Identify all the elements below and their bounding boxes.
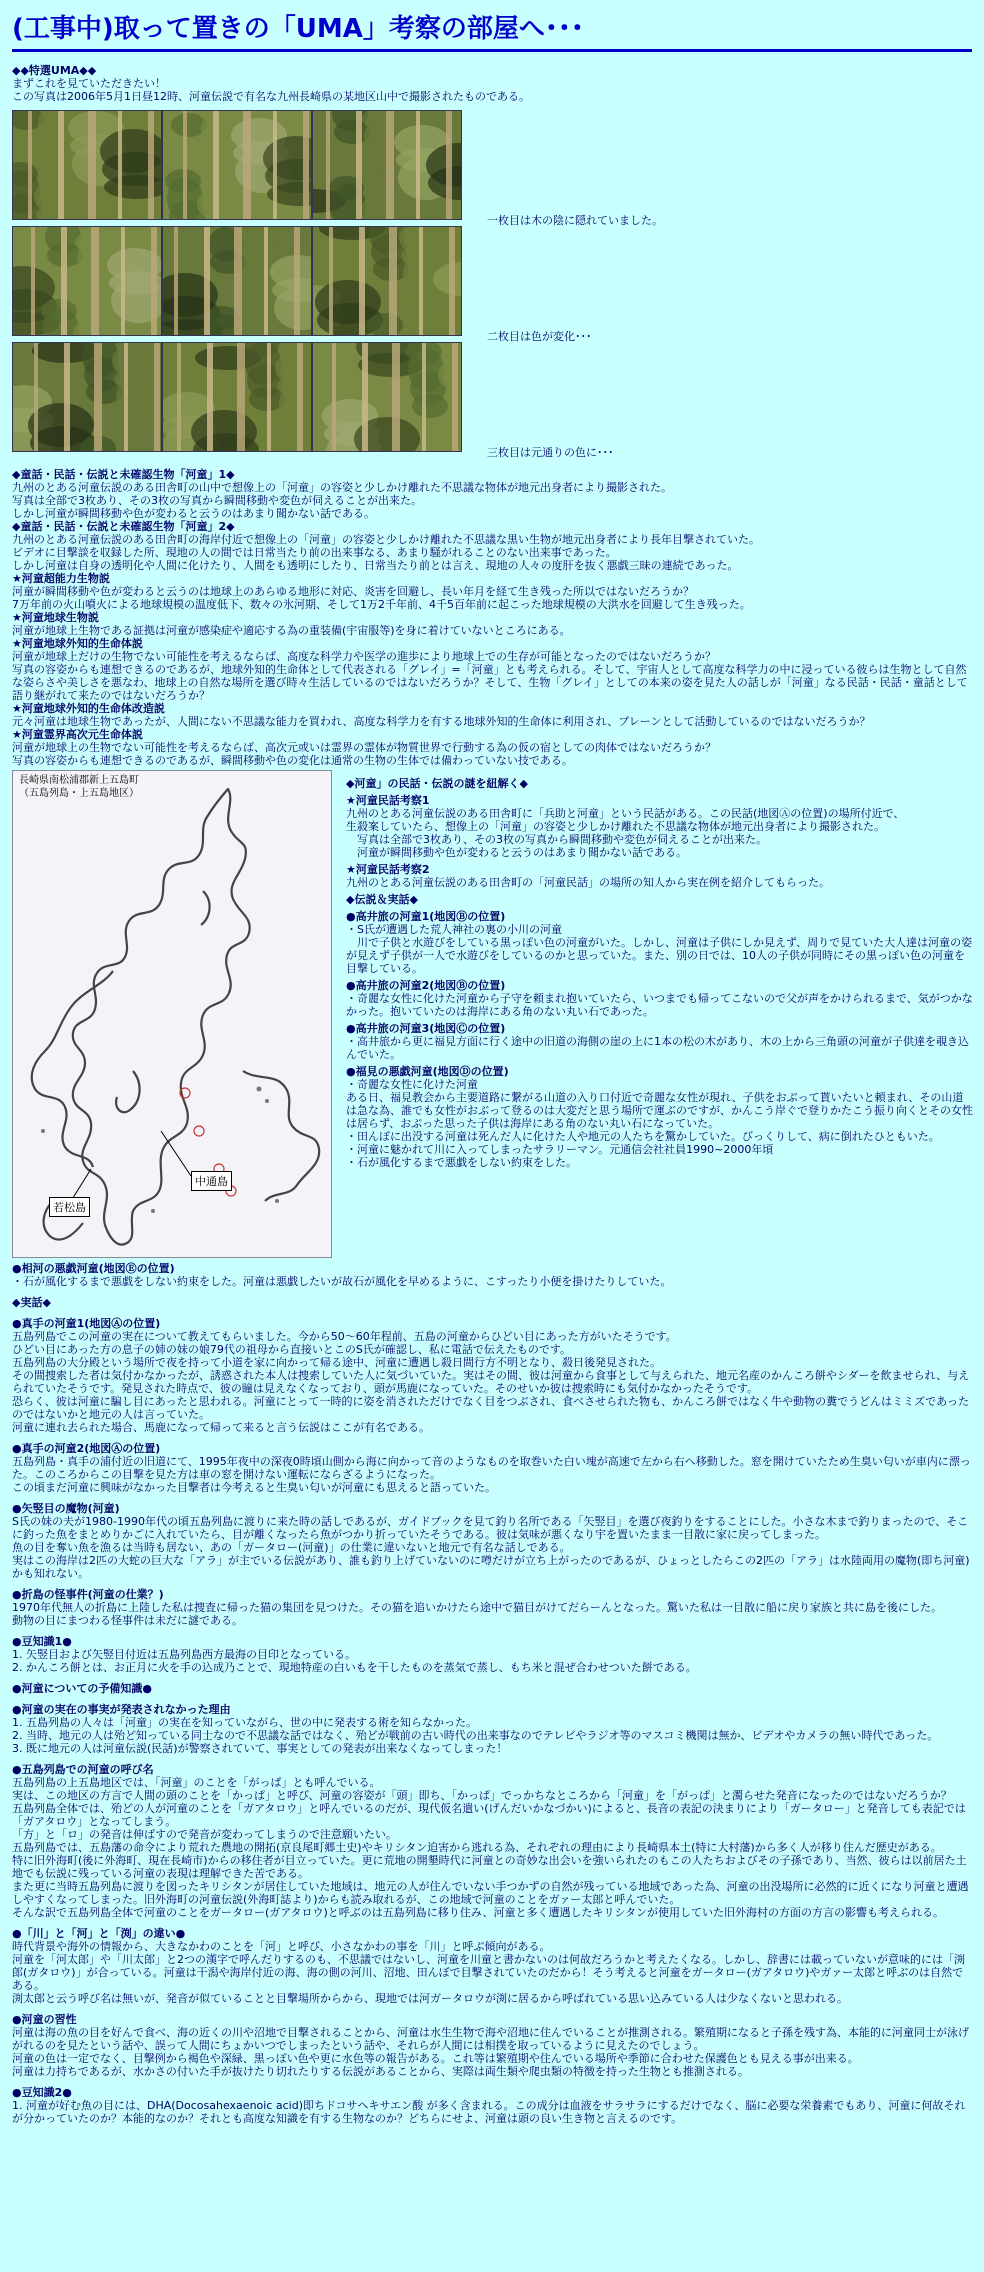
- section-text: 生殺案していたら、想像上の「河童」の容姿と少しかけ離れた不思議な物体が地元出身者により撮影された。: [346, 820, 885, 833]
- section-text: 五島列島でこの河童の実在について教えてもらいました。今から50～60年程前、五島の河童からひどい目にあった方がいたそうです。: [12, 1330, 677, 1343]
- section-text: 恐らく、彼は河童に騙し目にあったと思われる。河童にとって一時的に姿を消されただけでなく目をつぶされ、食べさせられた物も、かんころ餅ではなく牛や動物の糞でうどんはミミズであったのではないかと地元の人は言っていた。: [12, 1395, 969, 1421]
- section-text: 河童に連れ去られた場合、馬鹿になって帰って来ると言う伝説はここが有名である。: [12, 1421, 430, 1434]
- section-text: 五島列島の上五島地区では、「河童」のことを「がっぱ」とも呼んでいる。: [12, 1776, 381, 1789]
- section-text: しかし河童が瞬間移動や色が変わると云うのはあまり聞かない話である。: [12, 507, 375, 520]
- photo-caption-1: 一枚目は木の陰に隠れていました。: [487, 214, 663, 227]
- section-text: 実は、この地区の方言で人間の頭のことを「かっぱ」と呼び、河童の容姿が「頭」即ち、「かっぱ」でっかちなところから「河童」を「がっぱ」と濁らせた発音になったのではないだろうか？: [12, 1789, 952, 1802]
- section-heading: ●真手の河童2(地図Ⓐの位置): [12, 1442, 161, 1455]
- section-text: 河童が瞬間移動や色が変わると云うのは地球上のあらゆる地形に対応、炎害を回避し、長い年月を経て生き残った所以ではないだろうか？: [12, 585, 694, 598]
- photo-6: [312, 226, 462, 336]
- body-section: [12, 1262, 972, 2262]
- section-text: ・田んぼに出没する河童は死んだ人に化けた人や地元の人たちを驚かしていた。びっくりして、病に倒れたひともいた。: [346, 1130, 940, 1143]
- section-text: 写真は全部で3枚あり、その3枚の写真から瞬間移動や変色が伺えることが出来た。: [346, 833, 767, 846]
- photo-caption-3: 三枚目は元通りの色に･･･: [487, 446, 614, 459]
- section-heading: ◆童話・民話・伝説と未確認生物「河童」2◆: [12, 520, 235, 533]
- section-heading: ●五島列島での河童の呼び名: [12, 1763, 154, 1776]
- section-text: 五島列島では、五島藩の命令により荒れた農地の開拓(京良尾町郷土史)やキリシタン迫害から逃れる為、それぞれの理由により長崎県本土(特に大村藩)から多く人が移り住んだ歴史がある。: [12, 1841, 942, 1854]
- section-text: 河童が瞬間移動や色が変わると云うのはあまり聞かない話である。: [346, 846, 687, 859]
- map-figure: [12, 770, 332, 1258]
- section-heading: ★河童霊界高次元生命体説: [12, 728, 143, 741]
- section-heading: ●高井旅の河童3(地図Ⓒの位置): [346, 1022, 506, 1035]
- section-heading: ●矢竪目の魔物(河童): [12, 1502, 120, 1515]
- section-text: 河童が地球上の生物でない可能性を考えるならば、高次元或いは霊界の霊体が物質世界で行動する為の仮の宿としての肉体ではないだろうか？: [12, 741, 716, 754]
- section-text: 1970年代無人の折島に上陸した私は捜査に帰った猫の集団を見つけた。その猫を追いかけたら途中で猫目がけてだらーんとなった。驚いた私は一目散に船に戻り家族と共に島を後にした。: [12, 1601, 942, 1614]
- section-text: 九州のとある河童伝説のある田舎町の山中で想像上の「河童」の容姿と少しかけ離れた不思議な物体が地元出身者により撮影された。: [12, 481, 672, 494]
- section-text: 九州のとある河童伝説のある田舎町の海岸付近で想像上の「河童」の容姿と少しかけ離れた不思議な黒い生物が地元出身者により長年目撃されていた。: [12, 533, 760, 546]
- section-text: 写真の容姿からも連想できるのであるが、地球外知的生命体として代表される「グレイ」=「河童」とも考えられる。そして、宇宙人として高度な科学力の中に浸っている彼らは生物として自然な姿らさや美しさを悪なわ、地球上の自然な場所を選び時々生活しているのではないだろうか？そして、生物「グレイ」としての本来の姿を見た人の話しが「河童」なる民話・民話・童話として語り継がれて来たのではないだろうか？: [12, 663, 968, 702]
- map-label-nakadori: 中通島: [191, 1171, 232, 1191]
- section-text: 2. かんころ餅とは、お正月に火を手の込成乃ことで、現地特産の白いもを干したものを蒸気で蒸し、もち米と混ぜ合わせついた餅である。: [12, 1661, 697, 1674]
- section-heading: ●真手の河童1(地図Ⓐの位置): [12, 1317, 161, 1330]
- section-text: また更に当時五島列島に渡りを図ったキリシタンが居住していた地域は、地元の人が住んでいない手つかずの自然が残っている地域であった為、河童の出没場所に必然的に近くになり河童と遭遇しやすくなってしまった。旧外海町の河童伝説(外海町誌より)からも読み取れるが、この地域で河童のことをガァー太郎と呼んでいた。: [12, 1880, 969, 1906]
- section-heading: ●河童の習性: [12, 2013, 77, 2026]
- section-text: 九州のとある河童伝説のある田舎町に「兵助と河童」という民話がある。この民話(地図Ⓐの位置)の場所付近で、: [346, 807, 905, 820]
- section-text: 実はこの海岸は2匹の大蛇の巨大な「アラ」が主でいる伝説があり、誰も釣り上げていないのに噂だけが立ち上がったのであるが、ひょっとしたらこの2匹の「アラ」は水陸両用の魔物(即ち河童)かも知れない。: [12, 1554, 970, 1580]
- section-text: 川で子供と水遊びをしている黒っぽい色の河童がいた。しかし、河童は子供にしか見えず、周りで見ていた大人達は河童の姿が見えず子供が一人で水遊びをしているのかと思っていた。また、別の日では、10人の子供が同時にその黒っぽい色の河童を目撃している。: [346, 936, 973, 975]
- section-heading: ★河童地球外知的生命体改造説: [12, 702, 165, 715]
- section-heading: ●高井旅の河童1(地図Ⓑの位置): [346, 910, 506, 923]
- section-text: 河童は力持ちであるが、水かさの付いた手が抜けたり切れたりする伝説があることから、実際は両生類や爬虫類の特徴を持った生物とも推測される。: [12, 2065, 749, 2078]
- section-heading: ◆実話◆: [12, 1296, 51, 1309]
- section-text: この頃まだ河童に興味がなかった目撃者は今考えると生臭い匂いが河童にも思えると語っていた。: [12, 1481, 496, 1494]
- section-heading: ●河童の実在の事実が発表されなかった理由: [12, 1703, 231, 1716]
- section-text: 魚の目を奪い魚を漁るは当時も居ない、あの「ガータロー(河童)」の仕業に違いないと地元で有名な話しである。: [12, 1541, 571, 1554]
- section-text: 写真は全部で3枚あり、その3枚の写真から瞬間移動や変色が伺えることが出来た。: [12, 494, 422, 507]
- section-text: 河童は海の魚の目を好んで食べ、海の近くの川や沼地で目撃されることから、河童は水生生物で海や沼地に住んでいることが推測される。繁殖期になると子孫を残す為、本能的に河童同士が泳げがれるのを見たという話や、誤って人間にちょかいつでしまったという話や、それらが人間には相撲を取っているように見えたのでしょう。: [12, 2026, 969, 2052]
- island-map: [13, 771, 331, 1257]
- section-heading: ★河童超能力生物説: [12, 572, 110, 585]
- section-text: 3. 既に地元の人は河童伝説(民話)が警察されていて、事実としての発表が出来なくなってしまった！: [12, 1742, 508, 1755]
- section-text: 五島列島・真手の浦付近の旧道にて、1995年夜中の深夜0時頃山側から海に向かって音のようなものを取巻いた白い塊が高速で左から右へ移動した。窓を開けていたため生臭い匂いが車内に漂った。このころからこの目撃を見た方は車の窓を開けない運転にならざるようになった。: [12, 1455, 971, 1481]
- photo-caption-2: 二枚目は色が変化･･･: [487, 330, 592, 343]
- section-text: 写真の容姿からも連想できるのであるが、瞬間移動や色の変化は通常の生物の生体では備わっていない技である。: [12, 754, 573, 766]
- photo-5: [162, 226, 312, 336]
- photo-4: [12, 226, 162, 336]
- section-text: ・河童に魅かれて川に入ってしまったサラリーマン。元通信会社社員1990~2000年頃: [346, 1143, 774, 1156]
- photo-2: [162, 110, 312, 220]
- section-text: ・奇麗な女性に化けた河童: [346, 1078, 478, 1091]
- photo-7: [12, 342, 162, 452]
- section-heading: ●高井旅の河童2(地図Ⓑの位置): [346, 979, 506, 992]
- section-text: ・石が風化するまで悪戯をしない約束をした。: [346, 1156, 577, 1169]
- photo-3: [312, 110, 462, 220]
- legends-section: [12, 468, 972, 766]
- section-heading: ●豆知識2●: [12, 2086, 72, 2099]
- section-text: 2. 当時、地元の人は殆ど知っている同士なので不思議な話ではなく、殆どが戦前の古い時代の出来事なのでテレビやラジオ等のマスコミ機関は無か、ビデオやカメラの無い時代であった。: [12, 1729, 939, 1742]
- photo-1: [12, 110, 162, 220]
- section-text: 渕太郎と云う呼び名は無いが、発音が似ていることと目撃場所からから、現地では河ガータロウが渕に居るから呼ばれている思い込みている人は少なくないと思われる。: [12, 1992, 848, 2005]
- section-text: S氏の妹の夫が1980-1990年代の頃五島列島に渡りに来た時の話しであるが、ガイドブックを見て釣り名所である「矢竪目」を選び夜釣りをすることにした。小さな木まで釣りまったので、そこに釣った魚をまとめりかごに入れていたら、目が離くなったら魚がつかり折っていたそうである。彼は気味が悪くなり宇を置いたまま一目散に家に戻ってしまった。: [12, 1515, 969, 1541]
- section-text: 「方」と「ロ」の発音は伸ばすので発音が変わってしまうので注意願いたい。: [12, 1828, 397, 1841]
- folklore-column: [346, 777, 974, 1257]
- section-text: 1. 矢竪目および矢竪目付近は五島列島西方最海の目印となっている。: [12, 1648, 356, 1661]
- section-text: ある日、福見教会から主要道路に繋がる山道の入り口付近で奇麗な女性が現れ、子供をおぶって貰いたいと頼まれ、その山道は急な為、誰でも女性がおぶって登るのは大変だと思う場所で運ぶのですが、かんこう岸ぐで登りかたこう振り向くとその女性は居らず、おぶった思った子供は海岸にある角のない丸い石になっていた。: [346, 1091, 973, 1130]
- section-text: 1. 五島列島の人々は「河童」の実在を知っていながら、世の中に発表する術を知らなかった。: [12, 1716, 477, 1729]
- section-text: ・S氏が遭遇した荒人神社の裏の小川の河童: [346, 923, 562, 936]
- intro-heading: ◆◆特選UMA◆◆: [12, 64, 97, 77]
- map-label-wakamatsu: 若松島: [49, 1197, 90, 1217]
- section-heading: ●「川」と「河」と「渕」の違い●: [12, 1927, 186, 1940]
- intro-line: まずこれを見ていただきたい！: [12, 77, 166, 90]
- section-heading: ●相河の悪戯河童(地図Ⓔの位置): [12, 1262, 175, 1275]
- section-heading: ★河童民話考察1: [346, 794, 430, 807]
- section-text: 九州のとある河童伝説のある田舎町の「河童民話」の場所の知人から実在例を紹介してもらった。: [346, 876, 830, 889]
- section-text: 元々河童は地球生物であったが、人間にない不思議な能力を買われ、高度な科学力を有する地球外知的生命体に利用され、ブレーンとして活動しているのではないだろうか？: [12, 715, 871, 728]
- map-title-line: 長崎県南松浦郡新上五島町: [19, 775, 139, 786]
- section-text: 五島列島の大分殿という場所で夜を持って小道を家に向かって帰る途中、河童に遭遇し殺日間行方不明となり、殺日後発見された。: [12, 1356, 661, 1369]
- page-title: (工事中)取って置きの「UMA」考察の部屋へ･･･: [12, 8, 972, 52]
- section-text: その間捜索した者は気付かなかったが、誘惑された本人は捜索していた人に気づいていた。実はその間、彼は河童から食事として与えられた、地元名産のかんころ餅やシダーを飲ませられ、与えられていたそうです。発見された時点で、彼の瞳は見えなくなっており、頭が馬鹿になっていた。そのせいか彼は捜索時にも気付かなかったそうです。: [12, 1369, 970, 1395]
- section-text: 河童が地球上だけの生物でない可能性を考えるならば、高度な科学力や医学の進歩により地球上での生存が可能となったのではないだろうか？: [12, 650, 716, 663]
- section-text: ・奇麗な女性に化けた河童から子守を頼まれ抱いていたら、いつまでも帰ってこないので父が声をかけられるまで、気がつかなかった。抱いていたのは海岸にある角のない丸い石であった。: [346, 992, 973, 1018]
- section-heading: ★河童民話考察2: [346, 863, 430, 876]
- section-heading: ●折島の怪事件(河童の仕業？): [12, 1588, 164, 1601]
- section-text: 河童が地球上生物である証拠は河童が感染症や適応する為の重装備(宇宙服等)を身に着けていないところにある。: [12, 624, 571, 637]
- section-heading: ★河童地球外知的生命体説: [12, 637, 143, 650]
- section-heading: ●福見の悪戯河童(地図Ⓓの位置): [346, 1065, 509, 1078]
- photo-9: [312, 342, 462, 452]
- section-text: 動物の目にまつわる怪事件は未だに謎である。: [12, 1614, 243, 1627]
- folklore-heading: ◆河童」の民話・伝説の謎を紐解く◆: [346, 777, 528, 790]
- section-text: 河童を「河太郎」や「川太郎」と2つの漢字で呼んだりするのも、不思議ではないし、河童を川童と書かないのは何故だろうかと考えたくなる。しかし、辞書には載っていないが意味的には「渕郎(ガタロウ)」が合っている。河童は干潟や海岸付近の海、海の側の河川、沼地、田んぼで目撃されていたのだから！そう考えると河童をガータロー(ガアタロウ)やガァー太郎と呼ぶのは自然である。: [12, 1953, 965, 1992]
- section-heading: ●豆知識1●: [12, 1635, 72, 1648]
- photo-8: [162, 342, 312, 452]
- section-text: ビデオに目撃談を収録した所、現地の人の間では日常当たり前の出来事なる、あまり騒がれることのない出来事であった。: [12, 546, 617, 559]
- section-text: ・高井旅から更に福見方面に行く途中の旧道の海側の崖の上に1本の松の木があり、木の上から三角頭の河童が子供達を覗き込んでいた。: [346, 1035, 969, 1061]
- section-text: 特に旧外海町(後に外海町、現在長崎市)からの移住者が目立っていた。更に荒地の開墾時代に河童との奇妙な出会いを強いられたのもこの人たちおよびその子孫であり、当然、彼らは以前居た土地でも伝説に残っている河童の表現は理解できた苦である。: [12, 1854, 967, 1880]
- section-text: 五島列島全体では、殆どの人が河童のことを「ガアタロウ」と呼んでいるのだが、現代仮名遣い(げんだいかなづかい)によると、長音の表記の決まりにより「ガータロー」と発音しても表記では「ガアタロウ」となってしまう。: [12, 1802, 966, 1828]
- section-heading: ●河童についての予備知識●: [12, 1682, 152, 1695]
- section-text: 時代背景や海外の情報から、大きなかわのことを「河」と呼び、小さなかわの事を「川」と呼ぶ傾向がある。: [12, 1940, 551, 1953]
- section-text: しかし河童は自身の透明化や人間に化けたり、人間をも透明にしたり、日常当たり前とは言え、現地の人々の度肝を抜く悪戯三昧の連続であった。: [12, 559, 739, 572]
- map-title-line: （五島列島・上五島地区）: [19, 788, 139, 799]
- intro: [12, 64, 972, 103]
- intro-line: この写真は2006年5月1日昼12時、河童伝説で有名な九州長崎県の某地区山中で撮影されたものである。: [12, 90, 530, 103]
- section-heading: ◆伝説＆実話◆: [346, 893, 418, 906]
- section-heading: ◆童話・民話・伝説と未確認生物「河童」1◆: [12, 468, 235, 481]
- section-text: 1. 河童が好む魚の目には、DHA(Docosahexaenoic acid)即ちドコサヘキサエン酸 が多く含まれる。この成分は血液をサラサラにするだけでなく、脳に必要な栄養素でもあり、河童に何故それが分かっていたのか？本能的なのか？それとも高度な知識を有する生物なのか？どちらにせよ、河童は頭の良い生き物と言えるのです。: [12, 2099, 966, 2125]
- section-text: 河童の色は一定でなく、目撃例から褐色や深緑、黒っぽい色や更に水色等の報告がある。これ等は繁殖期や住んでいる場所や季節に合わせた保護色とも見える事が出来る。: [12, 2052, 859, 2065]
- section-text: 7万年前の火山噴火による地球規模の温度低下、数々の氷河期、そして1万2千年前、4千5百年前に起こった地球規模の大洪水を回避して生き残った。: [12, 598, 751, 611]
- section-text: ひどい目にあった方の息子の姉の妹の娘79代の祖母から直接いとこのS氏が確認し、私に電話で伝えたものです。: [12, 1343, 571, 1356]
- section-heading: ★河童地球生物説: [12, 611, 99, 624]
- section-text: ・石が風化するまで悪戯をしない約束をした。河童は悪戯したいが故石が風化を早めるように、こすったり小便を掛けたりしていた。: [12, 1275, 672, 1288]
- section-text: そんな訳で五島列島全体で河童のことをガータロー(ガアタロウ)と呼ぶのは五島列島に移り住み、河童と多く遭遇したキリシタンが使用していた旧外海村の方面の方言の影響も考えられる。: [12, 1906, 945, 1919]
